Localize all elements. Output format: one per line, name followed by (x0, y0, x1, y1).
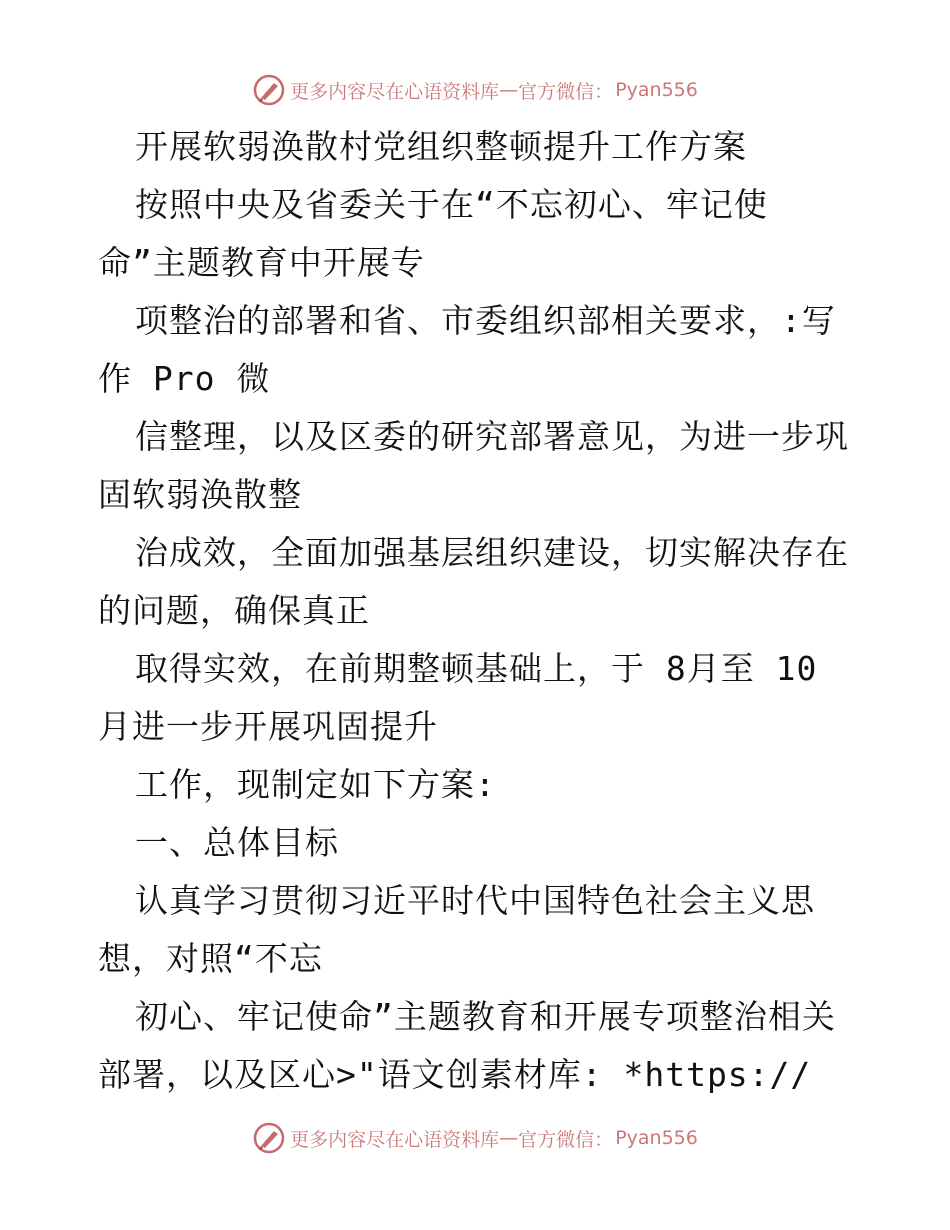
doc-line: 的问题，确保真正 (98, 591, 370, 630)
doc-line: 工作，现制定如下方案: (135, 765, 496, 804)
banner-dash: — (499, 79, 519, 101)
doc-line: 固软弱涣散整 (98, 475, 302, 514)
header-watermark-banner (0, 70, 950, 110)
banner-account: Pyan556 (615, 79, 698, 101)
footer-watermark-banner (0, 1118, 950, 1158)
doc-line: 按照中央及省委关于在“不忘初心、牢记使 (135, 185, 768, 224)
banner-dash: — (499, 1127, 519, 1149)
doc-line: 命”主题教育中开展专 (98, 243, 425, 282)
document-body (98, 118, 858, 1104)
doc-line: 取得实效，在前期整顿基础上，于 8月至 10 (135, 649, 818, 688)
banner-wechat-label: 官方微信： (518, 1128, 614, 1151)
doc-line: 认真学习贯彻习近平时代中国特色社会主义思 (135, 881, 815, 920)
doc-line: 部署，以及区心>"语文创素材库: *https:// (98, 1055, 812, 1094)
doc-line: 初心、牢记使命”主题教育和开展专项整治相关 (135, 997, 836, 1036)
doc-line: 项整治的部署和省、市委组织部相关要求，:写 (135, 301, 836, 340)
section-heading: 一、总体目标 (135, 823, 339, 862)
banner-main-text: 更多内容尽在心语资料库 (290, 80, 500, 103)
banner-account: Pyan556 (615, 1127, 698, 1149)
doc-line: 作 Pro 微 (98, 359, 271, 398)
doc-line: 月进一步开展巩固提升 (98, 707, 438, 746)
banner-main-text: 更多内容尽在心语资料库 (290, 1128, 500, 1151)
pen-logo-icon (252, 73, 286, 107)
pen-logo-icon (252, 1121, 286, 1155)
doc-title: 开展软弱涣散村党组织整顿提升工作方案 (135, 127, 747, 166)
doc-line: 想，对照“不忘 (98, 939, 323, 978)
banner-wechat-label: 官方微信： (518, 80, 614, 103)
doc-line: 治成效，全面加强基层组织建设，切实解决存在 (135, 533, 849, 572)
doc-line: 信整理，以及区委的研究部署意见，为进一步巩 (135, 417, 849, 456)
